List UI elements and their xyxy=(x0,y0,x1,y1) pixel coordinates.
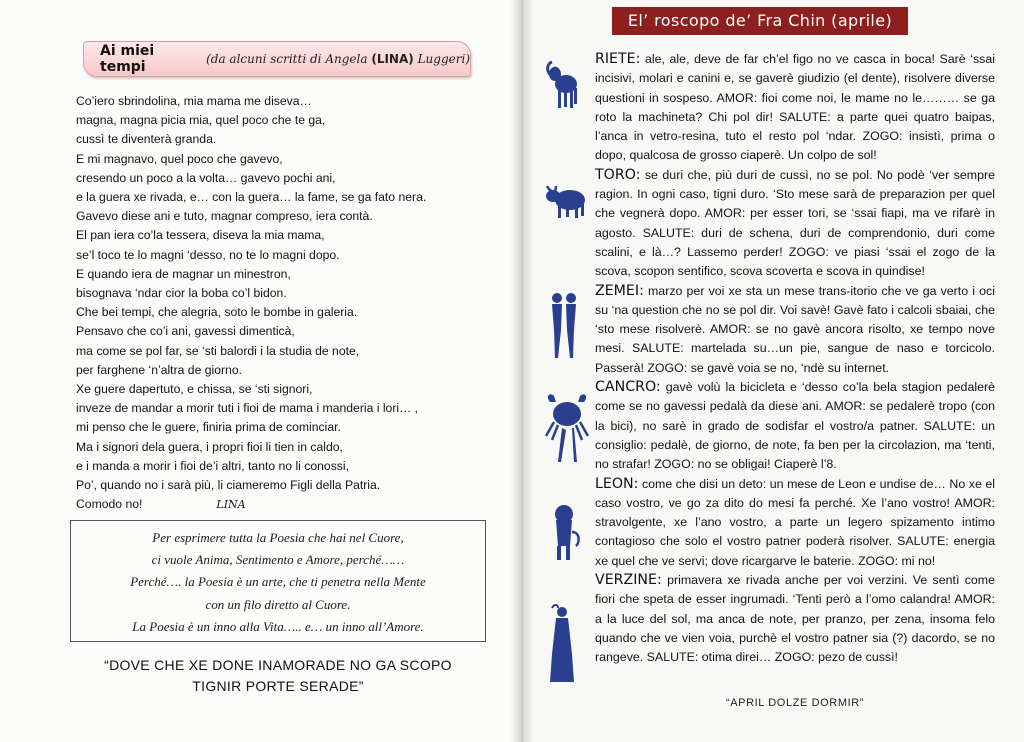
sign-text: marzo per voi xe sta un mese trans-itorio che ve ga verto i oci su ‘na question che no se pol dir. Voi savè! Gavè fato i calcoli sbaiai, che ‘sto mese risolverè. AMOR: se no gavè ancora risolto, xe tempo nove mesi. SALUTE: martelada su…un pie, sangue de naso e torcicolo. Passerà! ZOGO: se gavè voia se no, ‘ndè su internet. xyxy=(595,283,995,375)
poem-line: Che bei tempi, che alegria, soto le bombe in galeria. xyxy=(76,305,358,320)
sign-name: ZEMEI: xyxy=(595,282,644,299)
poem-line: ma come se pol far, se ‘sti balordi i la studia de note, xyxy=(76,343,360,358)
poem-last-line: Comodo no! xyxy=(76,497,143,512)
sign-text: ale, ale, deve de far ch’el figo no ve casca in boca! Sarè ‘ssai incisivi, molari e canini e, se gaverè giudizio (el dente), risolvere diverse questioni in sospeso. AMOR: fioi come noi, le mame no le……… se ga roto la machineta? Chi pol dir! SALUTE: a parte quei quatro baipas, l’anca in vetro-resina, tuto el resto pol ‘ndar. ZOGO: insistì, prima o dopo, qualcosa de grosso ciaperè. Un colpo de sol! xyxy=(595,52,995,163)
sign-name: CANCRO: xyxy=(595,379,661,396)
cancer-crab-icon xyxy=(544,392,590,464)
author-signature: LINA xyxy=(216,498,246,512)
motto-line: TIGNIR PORTE SERADE” xyxy=(192,678,364,694)
poem-line: E quando iera de magnar un minestron, xyxy=(76,266,291,281)
byline-suffix: Luggeri) xyxy=(417,52,470,66)
poem-line: bisognava ‘ndar cior la boba co’l bidon. xyxy=(76,286,287,301)
quote-line: Perché…. la Poesia è un arte, che ti penetra nella Mente xyxy=(130,574,426,590)
poetry-quote-box xyxy=(70,520,486,642)
poem-line: magna, magna picia mia, quel poco che te ga, xyxy=(76,113,326,128)
horoscope-list xyxy=(595,50,995,668)
byline-prefix: (da alcuni scritti di Angela xyxy=(206,52,368,66)
sign-entry xyxy=(595,475,995,571)
sign-entry xyxy=(595,378,995,474)
poem-line: Co’iero sbrindolina, mia mama me diseva… xyxy=(76,94,312,108)
article-banner xyxy=(83,41,471,77)
sign-entry xyxy=(595,282,995,378)
quote-line: ci vuole Anima, Sentimento e Amore, perché…… xyxy=(151,552,405,568)
article-byline xyxy=(206,52,470,66)
footer-motto: “APRIL DOLZE DORMIR” xyxy=(725,697,865,709)
left-motto xyxy=(70,655,486,697)
poem-line: per farghene ‘n’altra de giorno. xyxy=(76,362,242,377)
poem-line: Pensavo che co’i ani, gavessi dimenticà, xyxy=(76,324,295,339)
poem-line: inveze de mandar a morir tuti i fioi de mama i manderia i lori… , xyxy=(76,401,419,416)
quote-line: Per esprimere tutta la Poesia che hai nel Cuore, xyxy=(152,530,404,545)
poem-line: Xe guere dapertuto, e chissa, se ‘sti signori, xyxy=(76,382,313,397)
leo-lion-icon xyxy=(544,502,584,562)
sign-name: LEON: xyxy=(595,475,639,492)
byline-name: (LINA) xyxy=(371,52,414,66)
aries-ram-icon xyxy=(544,54,582,112)
poem-line: e i manda a morir i fioi de’i altri, tanto no li conossi, xyxy=(76,458,349,473)
horoscope-header: El’ roscopo de’ Fra Chin (aprile) xyxy=(612,7,908,35)
sign-name: RIETE: xyxy=(595,51,641,67)
poem-line: El pan iera co’la tessera, diseva la mia mama, xyxy=(76,228,325,243)
poem-line: Gavevo diese ani e tuto, magnar compreso, iera contà. xyxy=(76,209,373,224)
poem-line: Po’, quando no i sarà più, li ciameremo Figli della Patria. xyxy=(76,478,381,493)
book-spine xyxy=(510,0,534,742)
taurus-bull-icon xyxy=(544,176,590,222)
motto-line: “DOVE CHE XE DONE INAMORADE NO GA SCOPO xyxy=(104,657,452,673)
poem-line: mi penso che le guere, finiria prima de cominciar. xyxy=(76,420,341,435)
sign-text: come che disi un deto: un mese de Leon e undise de… No xe el caso vostro, ve go za dito do mesi fa perché. Xe l’ano vostro! AMOR: stravolgente, xe l’ano vostro, a parte un legero spizamento intimo contagioso che solo el vostro patner poderà risolver. SALUTE: energia xe quel che ve servi; dove ricargarve le baterie. ZOGO: mi no! xyxy=(595,476,995,568)
gemini-twins-icon xyxy=(544,290,584,362)
virgo-maiden-icon xyxy=(544,604,580,684)
sign-text: primavera xe rivada anche per voi verzini. Ve sentì come fiori che speta de esser ingrumadi. ‘Tenti però a l’omo calandra! AMOR: a la luce del sol, ma anca de note, per pranzo, per zena, insoma felo quando che ve vien voia, purchè el vostro patner sia (?) dacordo, se no rangeve. SALUTE: otima direi… ZOGO: pezo de cussì! xyxy=(595,573,995,665)
poem-closing xyxy=(76,495,516,514)
sign-text: se duri che, più duri de cussì, no se pol. No podè ‘ver sempre ragion. In ogni caso, tigni duro. ‘Sto mese sarà de preparazion per quel che vegnerà dopo. AMOR: per esser tori, se ‘ssai fiapi, ma ve rifarè in agosto. SALUTE: duri de schena, duri de comprendonio, duri come scalini, e là…? Lassemo perder! ZOGO: ve piasi ‘ssai el zogo de la scova, scopon sentifico, scova scoverta e scova in quindise! xyxy=(595,167,995,279)
article-title: Ai miei tempi xyxy=(100,43,155,75)
quote-line: La Poesia è un inno alla Vita….. e… un inno all’Amore. xyxy=(132,618,424,634)
poem-line: e la guera xe rivada, e… con la guera… la fame, se ga fato nera. xyxy=(76,190,427,205)
poem xyxy=(76,92,516,514)
sign-entry xyxy=(595,166,995,282)
sign-name: TORO: xyxy=(595,166,641,183)
sign-name: VERZINE: xyxy=(595,572,662,589)
sign-entry xyxy=(595,571,995,667)
sign-entry xyxy=(595,50,995,166)
poem-line: Ma i signori dela guera, i propri fioi li tien in caldo, xyxy=(76,439,343,454)
sign-text: gavè volù la bicicleta e ‘desso co’la bela stagion pedalerè come se no gavessi pedalà da diese ani. AMOR: se pedalerè tropo (con la bici), no sarè in grado de sodisfar el vostro/a patner. SALUTE: un consiglio: pedalè, de giorno, de note, fa ben per la circolazion, ma ‘tenti, no strafar! ZOGO: no se obligai! Ciaperè l’8. xyxy=(595,380,995,472)
poem-line: cresendo un poco a la volta… gavevo pochi ani, xyxy=(76,170,336,185)
poem-line: cussì te diventerà granda. xyxy=(76,132,217,147)
quote-line: con un filo diretto al Cuore. xyxy=(205,596,351,612)
poem-line: se’l toco te lo magni ‘desso, no te lo magni dopo. xyxy=(76,247,340,262)
poem-line: E mi magnavo, quel poco che gavevo, xyxy=(76,151,283,166)
